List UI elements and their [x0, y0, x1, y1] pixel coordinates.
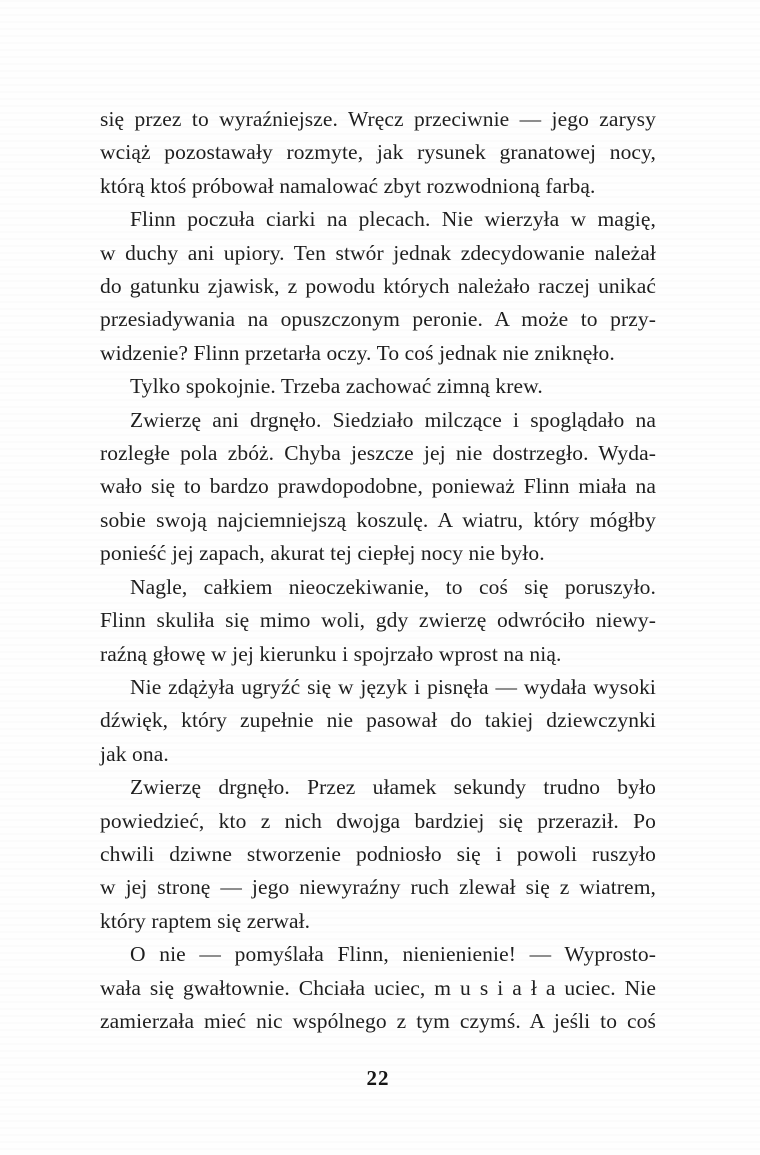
- text-line: Zwierzę ani drgnęło. Siedziało milczące i spoglądało na: [130, 407, 656, 432]
- text-line: sobie swoją najciemniejszą koszulę. A wiatru, który mógłby: [100, 507, 656, 532]
- text-line: raźną głowę w jej kierunku i spojrzało wprost na nią.: [100, 641, 562, 666]
- text-line: który raptem się zerwał.: [100, 908, 311, 933]
- text-line: się przez to wyraźniejsze. Wręcz przeciwnie — jego zarysy: [100, 107, 656, 131]
- text-line: Zwierzę drgnęło. Przez ułamek sekundy trudno było: [130, 775, 656, 800]
- text-line: przesiadywania na opuszczonym peronie. A może to przy-: [100, 307, 656, 332]
- text-line: jak ona.: [100, 741, 169, 766]
- text-line: Nagle, całkiem nieoczekiwanie, to coś się poruszyło.: [130, 574, 656, 599]
- text-line: Nie zdążyła ugryźć się w język i pisnęła — wydała wysoki: [130, 674, 656, 699]
- text-line: zamierzała mieć nic wspólnego z tym czymś. A jeśli to coś: [100, 1008, 656, 1033]
- text-line: Flinn skuliła się mimo woli, gdy zwierzę odwróciło niewy-: [100, 608, 656, 633]
- text-line: powiedzieć, kto z nich dwojga bardziej się przeraził. Po: [100, 808, 656, 833]
- body-text: [100, 103, 656, 1038]
- text-line: O nie — pomyślała Flinn, nienienienie! — Wyprosto-: [130, 942, 656, 967]
- text-line: którą ktoś próbował namalować zbyt rozwodnioną farbą.: [100, 173, 596, 198]
- text-line: widzenie? Flinn przetarła oczy. To coś jednak nie zniknęło.: [100, 340, 615, 365]
- text-line: wała się gwałtownie. Chciała uciec, m u s i a ł a uciec. Nie: [100, 975, 656, 1000]
- text-line: do gatunku zjawisk, z powodu których należało raczej unikać: [100, 274, 656, 299]
- text-line: Flinn poczuła ciarki na plecach. Nie wierzyła w magię,: [130, 207, 656, 232]
- text-line: w duchy ani upiory. Ten stwór jednak zdecydowanie należał: [100, 240, 656, 265]
- text-line: Tylko spokojnie. Trzeba zachować zimną krew.: [130, 374, 543, 399]
- text-line: ponieść jej zapach, akurat tej ciepłej nocy nie było.: [100, 541, 545, 566]
- text-line: wało się to bardzo prawdopodobne, ponieważ Flinn miała na: [100, 474, 656, 499]
- text-line: wciąż pozostawały rozmyte, jak rysunek granatowej nocy,: [100, 140, 656, 165]
- text-line: chwili dziwne stworzenie podniosło się i powoli ruszyło: [100, 841, 656, 866]
- text-line: dźwięk, który zupełnie nie pasował do takiej dziewczynki: [100, 708, 656, 733]
- text-line: rozległe pola zbóż. Chyba jeszcze jej nie dostrzegło. Wyda-: [100, 441, 656, 466]
- page-number: 22: [366, 1066, 390, 1090]
- text-line: w jej stronę — jego niewyraźny ruch zlewał się z wiatrem,: [100, 875, 656, 900]
